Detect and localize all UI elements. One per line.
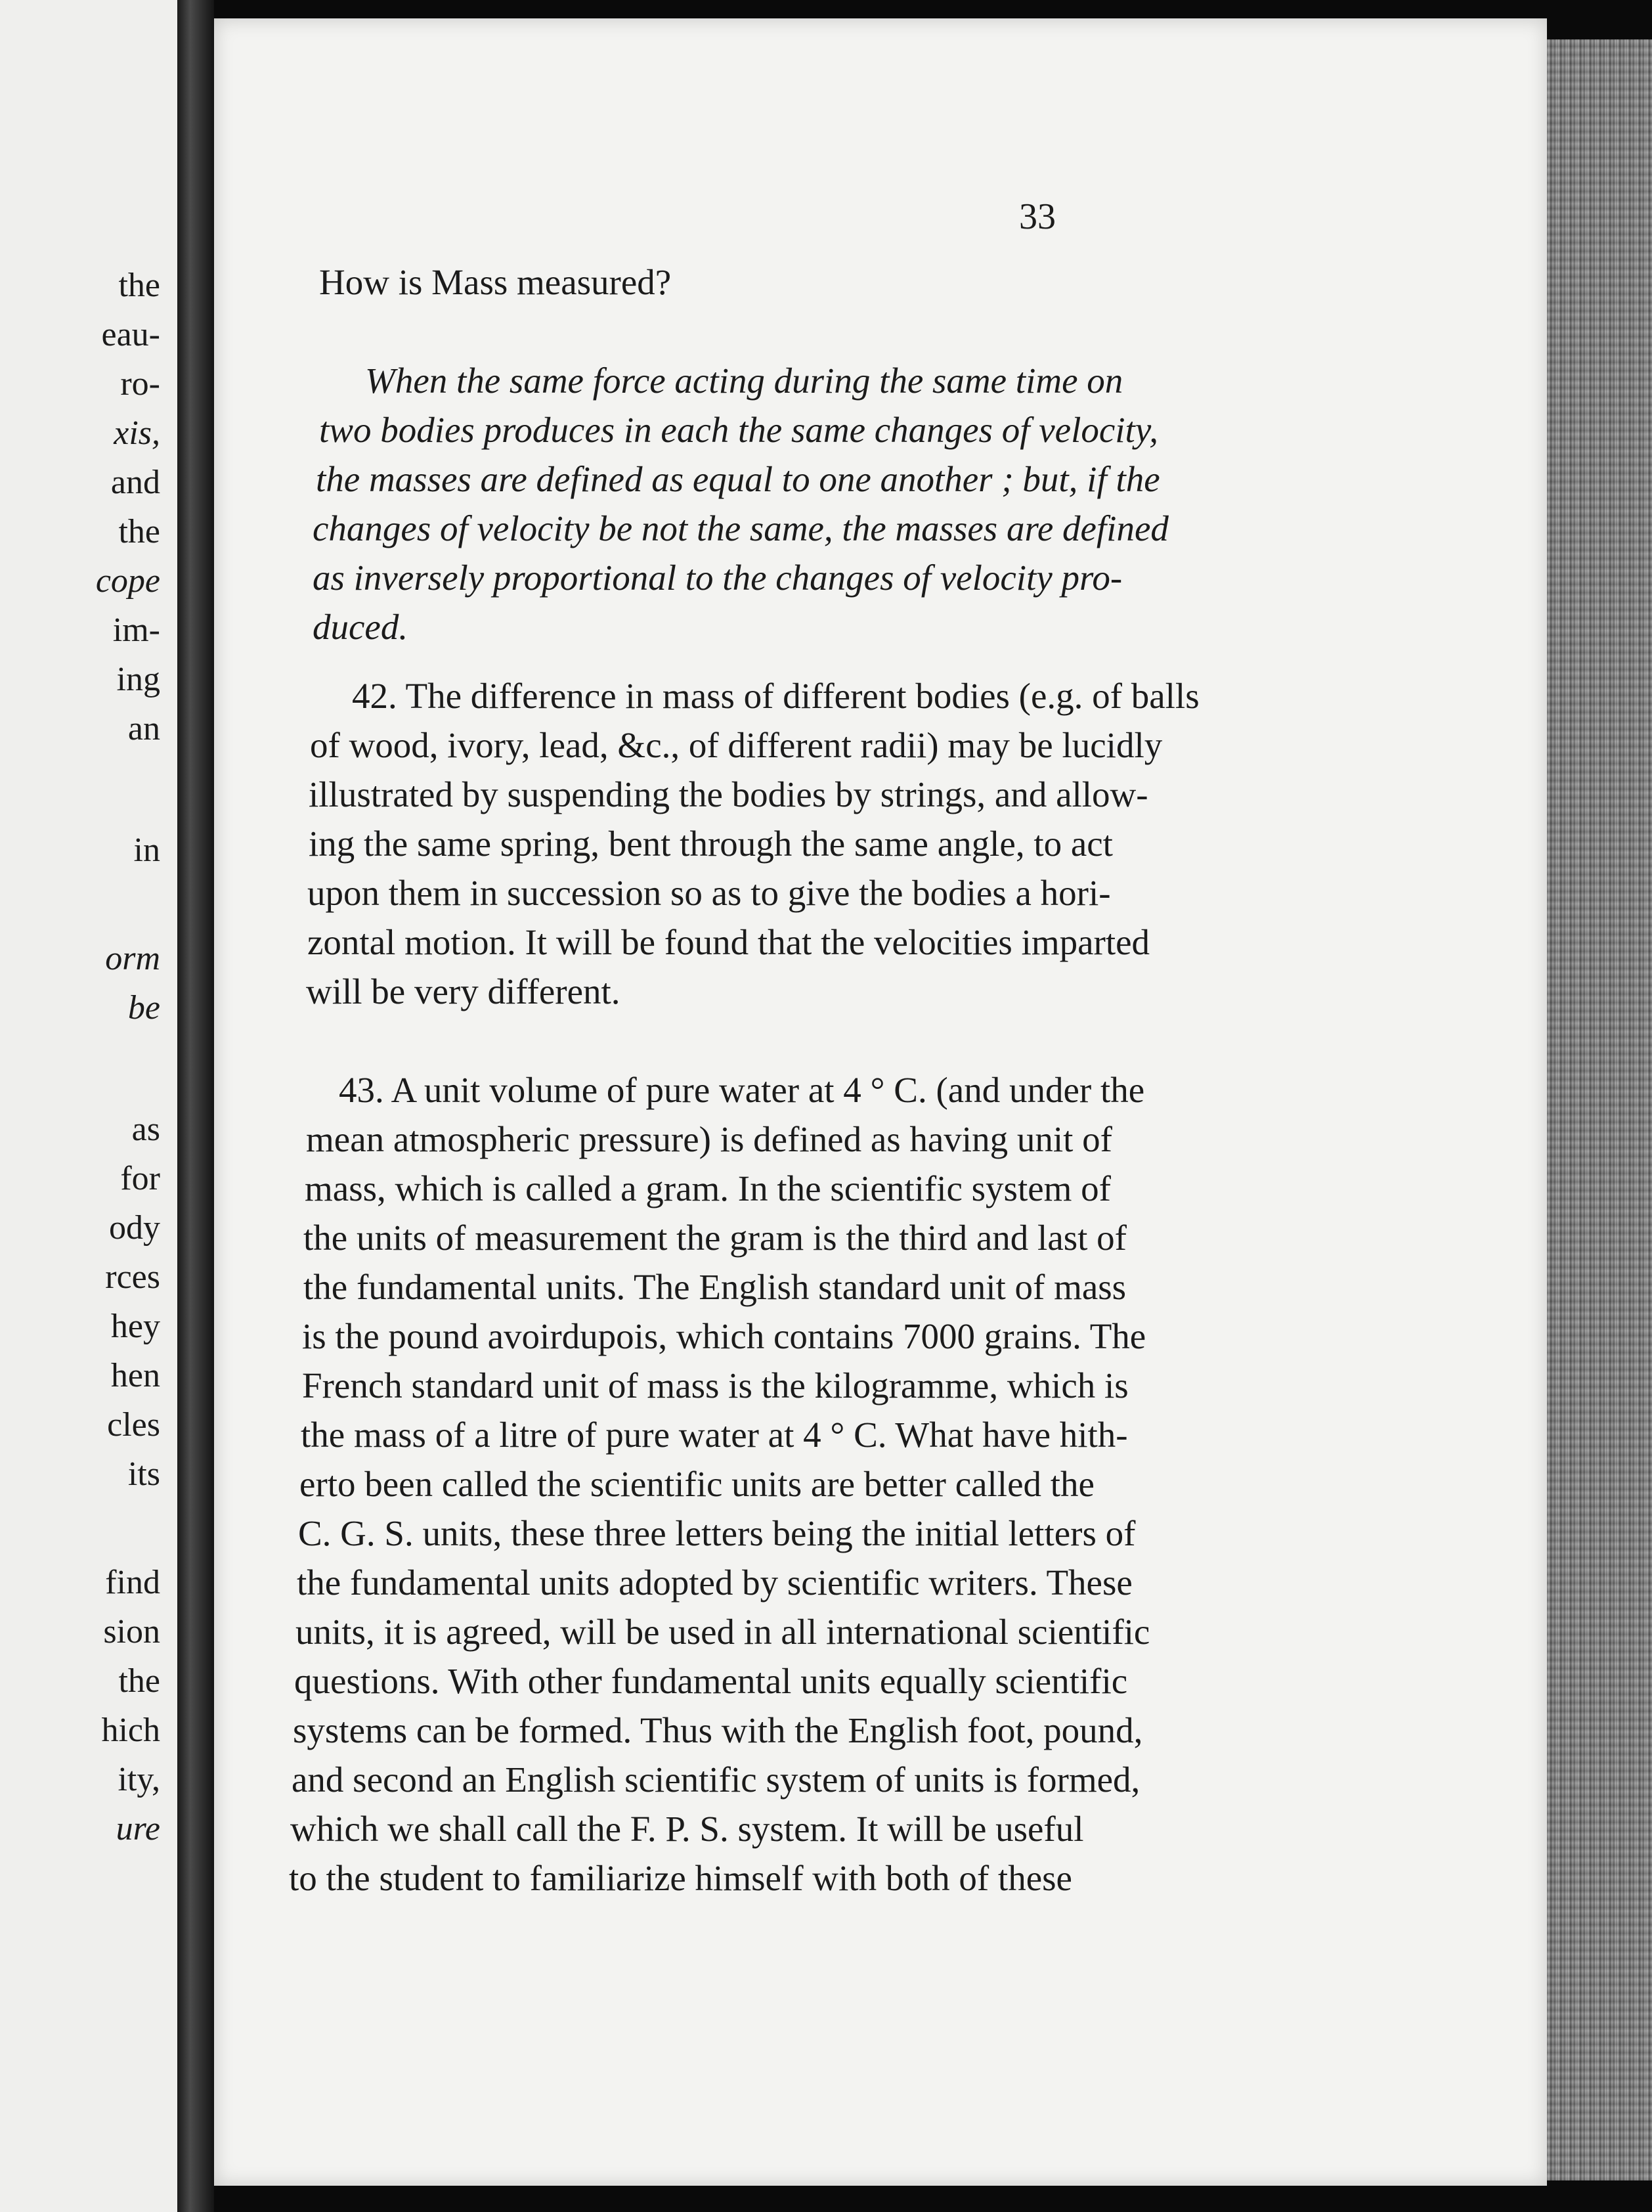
scan-border xyxy=(214,0,1652,20)
section-42-line: zontal motion. It will be found that the velocities imparted xyxy=(307,922,1150,962)
left-line: orm xyxy=(105,940,160,977)
left-line: as xyxy=(131,1111,160,1148)
left-line: and xyxy=(110,464,160,501)
left-line: rces xyxy=(105,1258,160,1296)
left-page-fragment xyxy=(0,0,177,2212)
definition-line: as inversely proportional to the changes of velocity pro- xyxy=(313,558,1123,598)
book-gutter xyxy=(177,0,214,2212)
section-43-line: units, it is agreed, will be used in all international scientific xyxy=(295,1612,1150,1652)
definition-line: duced. xyxy=(313,607,408,647)
section-42-line: upon them in succession so as to give the bodies a hori- xyxy=(307,873,1111,913)
section-43-line: mean atmospheric pressure) is defined as having unit of xyxy=(306,1119,1112,1159)
left-line: hich xyxy=(101,1712,160,1749)
section-43-line: which we shall call the F. P. S. system. It will be useful xyxy=(290,1809,1084,1849)
section-43-line: systems can be formed. Thus with the English foot, pound, xyxy=(293,1710,1143,1750)
book-page xyxy=(214,18,1547,2186)
section-43-line: and second an English scientific system of units is formed, xyxy=(292,1759,1141,1800)
left-line: cles xyxy=(107,1406,160,1444)
section-42-line: ing the same spring, bent through the same angle, to act xyxy=(309,824,1113,864)
definition-line: changes of velocity be not the same, the masses are defined xyxy=(313,508,1169,548)
section-43-line: the fundamental units adopted by scientific writers. These xyxy=(297,1562,1133,1603)
left-line: eau- xyxy=(101,316,160,353)
left-line: ity, xyxy=(118,1761,160,1798)
page-number: 33 xyxy=(1019,196,1056,237)
section-43-line: French standard unit of mass is the kilogramme, which is xyxy=(302,1365,1129,1405)
left-line: hen xyxy=(110,1357,160,1394)
left-line: find xyxy=(105,1564,160,1601)
section-43-line: is the pound avoirdupois, which contains 7000 grains. The xyxy=(302,1316,1146,1356)
left-line: be xyxy=(127,989,160,1027)
left-line: ro- xyxy=(120,365,160,403)
section-42-line: will be very different. xyxy=(306,971,620,1011)
definition-line: When the same force acting during the same time on xyxy=(365,361,1123,401)
left-line: hey xyxy=(110,1308,160,1345)
left-line: xis, xyxy=(114,414,160,452)
definition-line: two bodies produces in each the same changes of velocity, xyxy=(319,410,1158,450)
left-line: ody xyxy=(109,1209,160,1247)
left-line: the xyxy=(118,267,160,304)
left-line: its xyxy=(127,1455,160,1493)
left-line: in xyxy=(133,831,160,869)
section-42-line: 42. The difference in mass of different bodies (e.g. of balls xyxy=(352,676,1200,716)
section-43-line: to the student to familiarize himself with both of these xyxy=(289,1858,1072,1898)
section-43-line: C. G. S. units, these three letters being the initial letters of xyxy=(298,1513,1136,1553)
page-edges xyxy=(1547,39,1652,2180)
left-line: ing xyxy=(116,661,160,698)
section-43-line: erto been called the scientific units are better called the xyxy=(299,1464,1095,1504)
section-43-line: questions. With other fundamental units equally scientific xyxy=(294,1661,1128,1701)
left-line: the xyxy=(118,513,160,550)
section-43-line: mass, which is called a gram. In the scientific system of xyxy=(305,1168,1111,1208)
section-43-line: the fundamental units. The English standard unit of mass xyxy=(303,1267,1127,1307)
left-line: cope xyxy=(95,562,160,600)
left-line: an xyxy=(127,710,160,747)
section-43-line: 43. A unit volume of pure water at 4 ° C. (and under the xyxy=(339,1070,1145,1110)
left-line: for xyxy=(120,1160,160,1197)
left-line: im- xyxy=(112,611,160,649)
left-line: the xyxy=(118,1662,160,1700)
definition-line: the masses are defined as equal to one another ; but, if the xyxy=(316,459,1160,499)
left-line: sion xyxy=(103,1613,160,1650)
left-line: ure xyxy=(116,1810,160,1847)
section-43-line: the mass of a litre of pure water at 4 ° C. What have hith- xyxy=(301,1415,1128,1455)
section-42-line: of wood, ivory, lead, &c., of different radii) may be lucidly xyxy=(310,725,1163,765)
question-heading: How is Mass measured? xyxy=(319,262,672,302)
section-43-line: the units of measurement the gram is the third and last of xyxy=(303,1218,1127,1258)
section-42-line: illustrated by suspending the bodies by strings, and allow- xyxy=(309,774,1148,814)
